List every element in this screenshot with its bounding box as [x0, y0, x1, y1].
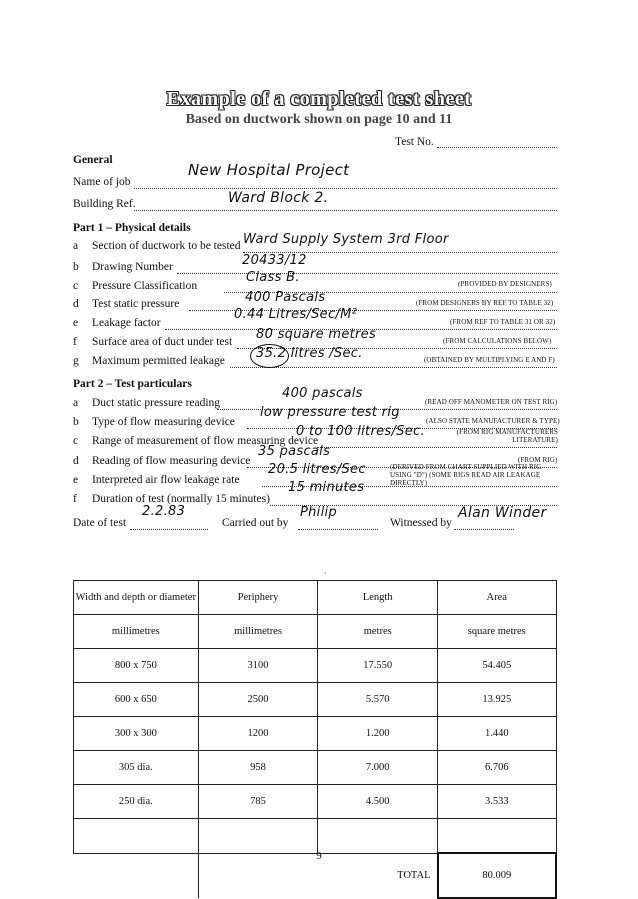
table-row	[74, 649, 557, 683]
part1-label: Leakage factor	[92, 317, 161, 329]
part2-field[interactable]	[317, 447, 557, 448]
table-header-cell: Length	[318, 581, 438, 615]
part1-value: 400 Pascals	[245, 290, 326, 305]
part2-note: (FROM RIG)	[518, 456, 558, 464]
part2-label: Duration of test (normally 15 minutes)	[92, 493, 270, 505]
total-label: TOTAL	[318, 853, 438, 898]
part2-note: (ALSO STATE MANUFACTURER & TYPE)	[426, 417, 560, 425]
part2-note: (DERIVED FROM CHART SUPPLIED WITH RIG USING "D") (SOME RIGS READ AIR LEAKAGE DIRECTLY)	[390, 463, 542, 487]
test-no-label: Test No.	[395, 136, 434, 148]
part2-letter: c	[73, 435, 79, 447]
part1-label: Section of ductwork to be tested	[92, 240, 241, 252]
carried-out-label: Carried out by	[222, 517, 289, 529]
carried-out-field[interactable]	[298, 529, 378, 530]
part2-label: Range of measurement of flow measuring device	[92, 435, 319, 447]
part2-label: Type of flow measuring device	[92, 416, 235, 428]
name-of-job-value: New Hospital Project	[188, 161, 350, 179]
part1-value: Ward Supply System 3rd Floor	[243, 232, 449, 247]
table-cell: 800 x 750	[74, 649, 199, 683]
table-header-cell: Width and depth or diameter	[74, 581, 199, 615]
table-cell: 17.550	[318, 649, 438, 683]
stray-dot: ·	[324, 569, 327, 578]
part2-letter: e	[73, 474, 79, 486]
part1-value: Class B.	[246, 270, 300, 285]
page-subtitle: Based on ductwork shown on page 10 and 11	[185, 112, 453, 127]
part1-letter: c	[73, 280, 79, 292]
part1-value: 80 square metres	[256, 327, 377, 342]
table-cell: 958	[198, 751, 318, 785]
building-ref-value: Ward Block 2.	[228, 190, 329, 206]
part2-value: 0 to 100 litres/Sec.	[296, 424, 425, 439]
table-cell: 6.706	[438, 751, 556, 785]
part2-value: 15 minutes	[288, 480, 365, 495]
name-of-job-field[interactable]	[134, 188, 557, 189]
table-row	[74, 683, 557, 717]
table-cell: 1.200	[318, 717, 438, 751]
part1-heading: Part 1 – Physical details	[73, 222, 191, 234]
date-of-test-label: Date of test	[73, 517, 127, 529]
table-row	[74, 785, 557, 819]
table-cell: 305 dia.	[74, 751, 199, 785]
part1-letter: d	[73, 298, 79, 310]
part1-label: Surface area of duct under test	[92, 336, 233, 348]
part1-note: (PROVIDED BY DESIGNERS)	[458, 280, 552, 288]
part2-label: Duct static pressure reading	[92, 397, 221, 409]
table-header-cell: Periphery	[198, 581, 318, 615]
part1-letter: g	[73, 355, 79, 367]
part1-label: Drawing Number	[92, 261, 173, 273]
part1-letter: e	[73, 317, 79, 329]
table-header-cell: Area	[438, 581, 556, 615]
part1-label: Maximum permitted leakage	[92, 355, 225, 367]
table-cell: 13.925	[438, 683, 556, 717]
carried-out-value: Philip	[300, 505, 337, 520]
name-of-job-label: Name of job	[73, 176, 131, 188]
part2-value: 20.5 litres/Sec	[268, 462, 366, 477]
part2-note: (READ OFF MANOMETER ON TEST RIG)	[425, 398, 558, 406]
part1-field[interactable]	[230, 367, 557, 368]
witnessed-value: Alan Winder	[458, 505, 547, 521]
table-cell: 4.500	[318, 785, 438, 819]
part2-value: 400 pascals	[282, 386, 363, 401]
page-number: 9	[316, 850, 322, 862]
date-of-test-value: 2.2.83	[142, 504, 186, 519]
witnessed-label: Witnessed by	[390, 517, 452, 529]
part1-letter: b	[73, 261, 79, 273]
part1-label: Test static pressure	[92, 298, 180, 310]
part1-letter: a	[73, 240, 79, 252]
part1-field[interactable]	[177, 273, 557, 274]
table-units-row	[74, 615, 557, 649]
part2-heading: Part 2 – Test particulars	[73, 378, 192, 390]
table-cell	[318, 819, 438, 854]
part1-value: 35.2 litres /Sec.	[256, 346, 363, 361]
building-ref-label: Building Ref.	[73, 198, 136, 210]
table-cell: 1.440	[438, 717, 556, 751]
part1-note: (FROM DESIGNERS BY REF TO TABLE 32)	[416, 299, 554, 307]
table-header-row	[74, 581, 557, 615]
part1-letter: f	[73, 336, 77, 348]
table-cell: 785	[198, 785, 318, 819]
table-cell: 7.000	[318, 751, 438, 785]
part2-letter: d	[73, 455, 79, 467]
part1-value: 0.44 Litres/Sec/M²	[234, 307, 358, 322]
table-cell: 3100	[198, 649, 318, 683]
table-cell: 1200	[198, 717, 318, 751]
building-ref-field[interactable]	[134, 210, 557, 211]
table-row	[74, 819, 557, 854]
table-cell	[74, 819, 199, 854]
table-cell: 250 dia.	[74, 785, 199, 819]
table-cell: 5.570	[318, 683, 438, 717]
part1-note: (FROM CALCULATIONS BELOW)	[443, 337, 552, 345]
table-unit-cell: square metres	[438, 615, 556, 649]
witnessed-field[interactable]	[454, 529, 514, 530]
part2-letter: b	[73, 416, 79, 428]
table-cell	[438, 819, 556, 854]
test-no-field[interactable]	[437, 147, 557, 148]
part2-note: (FROM RIG MANUFACTURERS LITERATURE)	[456, 428, 558, 444]
part1-note: (FROM REF TO TABLE 31 OR 32)	[450, 318, 556, 326]
table-row	[74, 717, 557, 751]
part1-value: 20433/12	[242, 253, 307, 268]
part2-letter: a	[73, 397, 79, 409]
part2-letter: f	[73, 493, 77, 505]
part2-value: 35 pascals	[258, 444, 331, 459]
table-cell: 300 x 300	[74, 717, 199, 751]
table-unit-cell: millimetres	[198, 615, 318, 649]
general-heading: General	[73, 154, 113, 166]
table-unit-cell: metres	[318, 615, 438, 649]
date-of-test-field[interactable]	[130, 529, 208, 530]
page-title: Example of a completed test sheet	[166, 88, 472, 110]
total-value: 80.009	[438, 853, 556, 898]
table-cell: 54.405	[438, 649, 556, 683]
table-cell: 600 x 650	[74, 683, 199, 717]
part2-value: low pressure test rig	[260, 405, 400, 420]
part2-label: Reading of flow measuring device	[92, 455, 251, 467]
table-row	[74, 751, 557, 785]
table-cell: 3.533	[438, 785, 556, 819]
part1-label: Pressure Classification	[92, 280, 198, 292]
table-unit-cell: millimetres	[74, 615, 199, 649]
part2-label: Interpreted air flow leakage rate	[92, 474, 240, 486]
table-cell	[198, 819, 318, 854]
table-cell: 2500	[198, 683, 318, 717]
part1-note: (OBTAINED BY MULTIPLYING E AND F)	[424, 356, 555, 364]
